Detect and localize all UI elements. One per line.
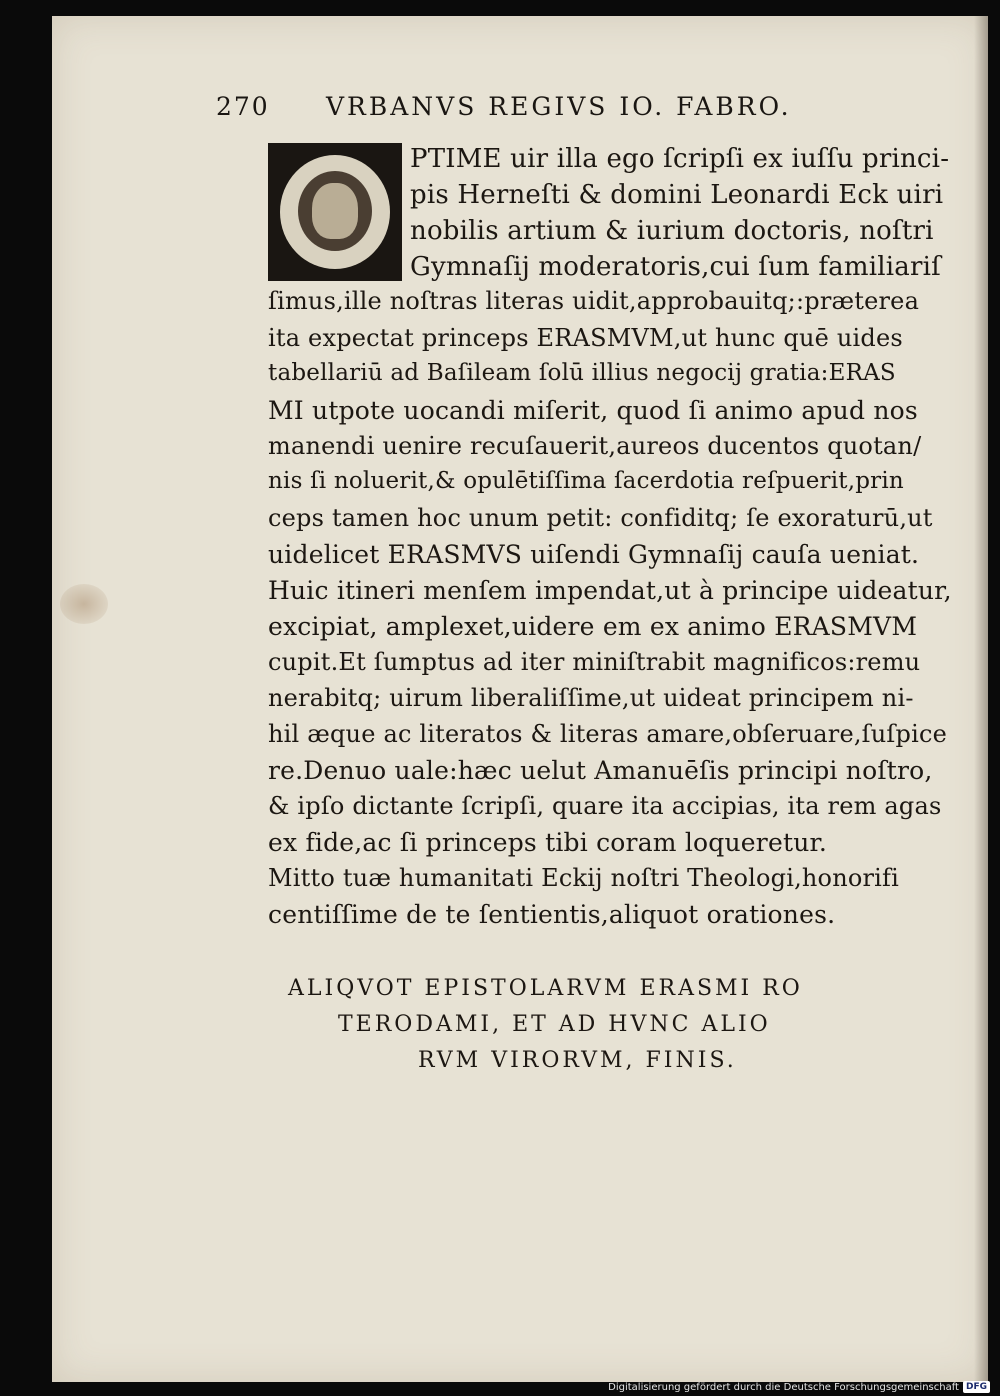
body-line: pis Herneſti & domini Leonardi Eck uiri — [410, 180, 944, 210]
dfg-logo: DFG — [963, 1381, 990, 1393]
body-line: PTIME uir illa ego ſcripſi ex iuſſu princi- — [410, 144, 950, 174]
body-line: ita expectat princeps ERASMVM,ut hunc quē uides — [268, 324, 903, 352]
footer-credit — [608, 1380, 990, 1394]
body-line: nerabitq; uirum liberaliſſime,ut uideat principem ni- — [268, 684, 914, 712]
body-line: MI utpote uocandi miſerit, quod ſi animo apud nos — [268, 396, 918, 425]
colophon-line: ALIQVOT EPISTOLARVM ERASMI RO — [288, 976, 803, 1001]
body-line: centiſſime de te ſentientis,aliquot orationes. — [268, 900, 836, 929]
body-line: ex fide,ac ſi princeps tibi coram loqueretur. — [268, 828, 828, 857]
body-line: & ipſo dictante ſcripſi, quare ita accipias, ita rem agas — [268, 792, 942, 820]
colophon-line: RVM VIRORVM, FINIS. — [418, 1048, 737, 1073]
body-line: ceps tamen hoc unum petit: confiditq; ſe exoraturū,ut — [268, 504, 933, 532]
body-line: manendi uenire recuſauerit,aureos ducentos quotan/ — [268, 432, 922, 460]
body-line: uidelicet ERASMVS uiſendi Gymnaſij cauſa ueniat. — [268, 540, 920, 569]
body-line: Huic itineri menſem impendat,ut à principe uideatur, — [268, 576, 952, 605]
body-line: hil ӕque ac literatos & literas amare,obſeruare,ſuſpice — [268, 720, 947, 748]
body-line: Mitto tuӕ humanitati Eckij noſtri Theologi,honorifi — [268, 864, 900, 892]
body-line: nis ſi noluerit,& opulētiſſima ſacerdotia reſpuerit,prin — [268, 468, 904, 494]
colophon-line: TERODAMI, ET AD HVNC ALIO — [338, 1012, 771, 1037]
body-line: Gymnaſij moderatoris,cui ſum familiariſ — [410, 252, 941, 282]
body-line: nobilis artium & iurium doctoris, noſtri — [410, 216, 934, 246]
footer-text: Digitalisierung gefördert durch die Deutsche Forschungsgemeinschaft — [608, 1381, 959, 1393]
page-number: 270 — [216, 92, 270, 121]
body-line: ſimus,ille noſtras literas uidit,approbauitq;:prӕterea — [268, 287, 920, 315]
body-line: cupit.Et ſumptus ad iter miniſtrabit magnificos:remu — [268, 648, 921, 676]
body-line: tabellariū ad Baſileam ſolū illius negocij gratia:ERAS — [268, 360, 896, 386]
body-line: re.Denuo uale:hӕc uelut Amanuēſis principi noſtro, — [268, 756, 933, 785]
body-line: excipiat, amplexet,uidere em ex animo ERASMVM — [268, 612, 918, 641]
running-title: VRBANVS REGIVS IO. FABRO. — [326, 92, 792, 121]
